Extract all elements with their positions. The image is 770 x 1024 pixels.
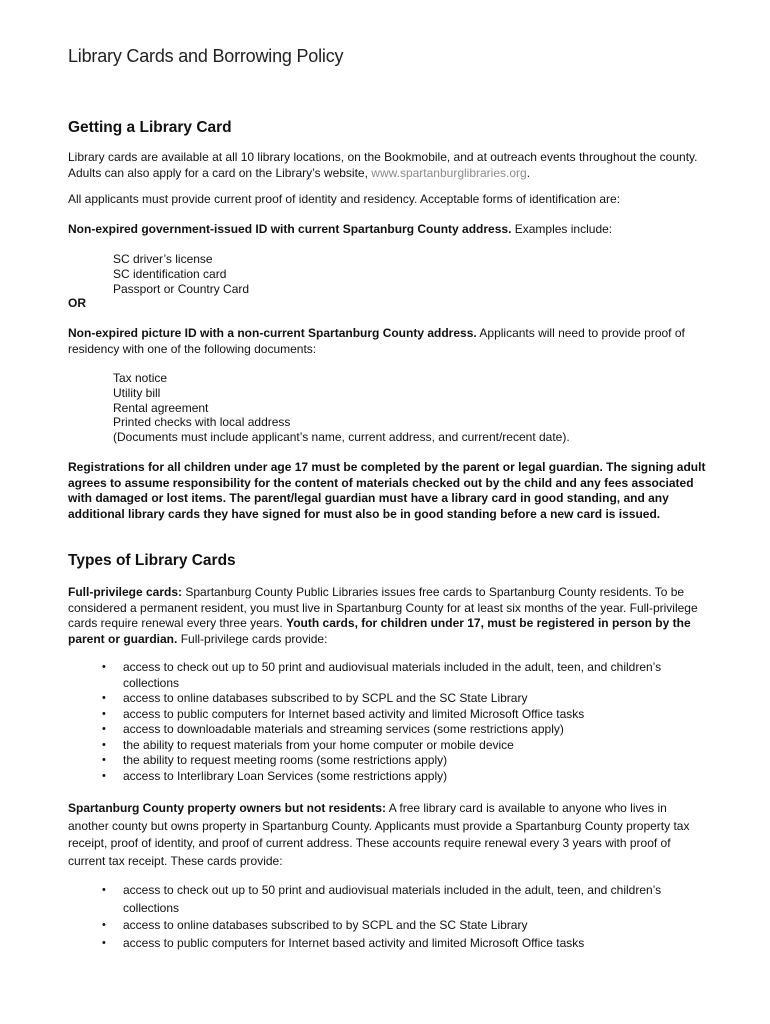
property-owner-benefits-list <box>68 882 708 952</box>
list-item-text: access to online databases subscribed to by SCPL and the SC State Library <box>123 691 528 705</box>
list-item <box>68 707 708 723</box>
list-item <box>68 935 708 953</box>
document-title: Library Cards and Borrowing Policy <box>68 46 344 66</box>
paragraph-non-current-address-id <box>68 326 708 357</box>
residency-documents-list <box>113 371 570 445</box>
list-item <box>68 917 708 935</box>
library-website-link[interactable]: www.spartanburglibraries.org <box>371 165 527 180</box>
bullet-icon: • <box>102 707 106 720</box>
bullet-icon: • <box>102 738 106 751</box>
bullet-icon: • <box>102 754 106 766</box>
id-examples-list <box>113 252 249 296</box>
paragraph-current-address-id <box>68 222 708 238</box>
bullet-icon: • <box>102 723 106 735</box>
list-item-text: access to Interlibrary Loan Services (some restrictions apply) <box>123 768 448 783</box>
paragraph-property-owners <box>68 800 708 870</box>
bullet-icon: • <box>102 661 106 673</box>
bullet-icon: • <box>102 884 106 896</box>
list-item <box>68 691 708 707</box>
children-registration-bold: Registrations for all children under age 17 must be completed by the parent or legal guardian. The signing adult agrees to assume responsibility for the content of materials checked out by the child and any fees associated with damaged or lost items. The parent/legal guardian must have a library card in good standing, and any additional library cards they have signed for must also be in good standing before a new card is issued. <box>68 460 706 521</box>
full-privilege-text: Spartanburg County Public Libraries issues free cards to Spartanburg County residents. To be considered a permanent resident, you must live in Spartanburg County for at least six months of the year. Full-privilege cards require renewal every three years. <box>68 585 698 630</box>
property-owners-label: Spartanburg County property owners but not residents: <box>68 801 387 815</box>
list-item: SC driver’s license <box>113 252 213 266</box>
list-item <box>68 882 708 917</box>
list-item-text: access to check out up to 50 print and audiovisual materials included in the adult, teen, and children’s collections <box>123 660 662 690</box>
bullet-icon: • <box>102 692 106 704</box>
list-item-text: access to downloadable materials and streaming services (some restrictions apply) <box>123 722 564 736</box>
list-item: SC identification card <box>113 266 227 281</box>
section-heading-getting-card: Getting a Library Card <box>68 119 232 136</box>
bullet-icon: • <box>102 769 106 782</box>
list-item-text: the ability to request meeting rooms (some restrictions apply) <box>123 753 448 767</box>
list-item: Passport or Country Card <box>113 281 250 296</box>
paragraph-availability <box>68 150 708 181</box>
paragraph-children-registration <box>68 460 708 522</box>
section-heading-card-types: Types of Library Cards <box>68 552 236 569</box>
list-item <box>68 660 708 691</box>
list-item: Printed checks with local address <box>113 415 291 430</box>
bullet-icon: • <box>102 919 106 931</box>
availability-end: . <box>526 165 531 180</box>
list-item <box>68 769 708 785</box>
list-item <box>68 753 708 769</box>
list-item <box>68 722 708 738</box>
or-separator: OR <box>68 296 86 310</box>
youth-cards-note: Youth cards, for children under 17, must be registered in person by the parent or guardian. <box>68 616 691 646</box>
list-item-text: access to public computers for Internet based activity and limited Microsoft Office tasks <box>123 935 585 950</box>
paragraph-proof-requirement: All applicants must provide current proof of identity and residency. Acceptable forms of identification are: <box>68 192 621 206</box>
full-privilege-benefits-list <box>68 660 708 784</box>
bullet-icon: • <box>102 936 106 949</box>
availability-text: Library cards are available at all 10 library locations, on the Bookmobile, and at outreach events throughout the county. Adults can also apply for a card on the Library’s website, <box>68 150 698 180</box>
list-item: (Documents must include applicant’s name, current address, and current/recent date). <box>113 430 570 445</box>
current-address-id-bold: Non-expired government-issued ID with current Spartanburg County address. <box>68 222 512 236</box>
non-current-id-rest: Applicants will need to provide proof of residency with one of the following documents: <box>68 326 685 356</box>
property-owners-text: A free library card is available to anyone who lives in another county but owns property in Spartanburg County. Applicants must provide a Spartanburg County property tax receipt, proof of identity, and proof of current address. These accounts require renewal every 3 years with proof of current tax receipt. These cards provide: <box>68 801 690 868</box>
list-item-text: access to check out up to 50 print and audiovisual materials included in the adult, teen, and children’s collections <box>123 883 662 915</box>
list-item: Tax notice <box>113 371 168 385</box>
list-item-text: access to public computers for Internet based activity and limited Microsoft Office tasks <box>123 706 585 721</box>
current-address-id-rest: Examples include: <box>511 222 613 236</box>
list-item-text: the ability to request materials from your home computer or mobile device <box>123 737 514 752</box>
non-current-id-bold: Non-expired picture ID with a non-current Spartanburg County address. <box>68 326 477 340</box>
full-privilege-end: Full-privilege cards provide: <box>177 631 328 646</box>
list-item-text: access to online databases subscribed to by SCPL and the SC State Library <box>123 918 528 932</box>
list-item: Rental agreement <box>113 400 209 415</box>
paragraph-full-privilege <box>68 585 708 647</box>
list-item: Utility bill <box>113 385 161 400</box>
list-item <box>68 738 708 754</box>
full-privilege-label: Full-privilege cards: <box>68 585 183 599</box>
